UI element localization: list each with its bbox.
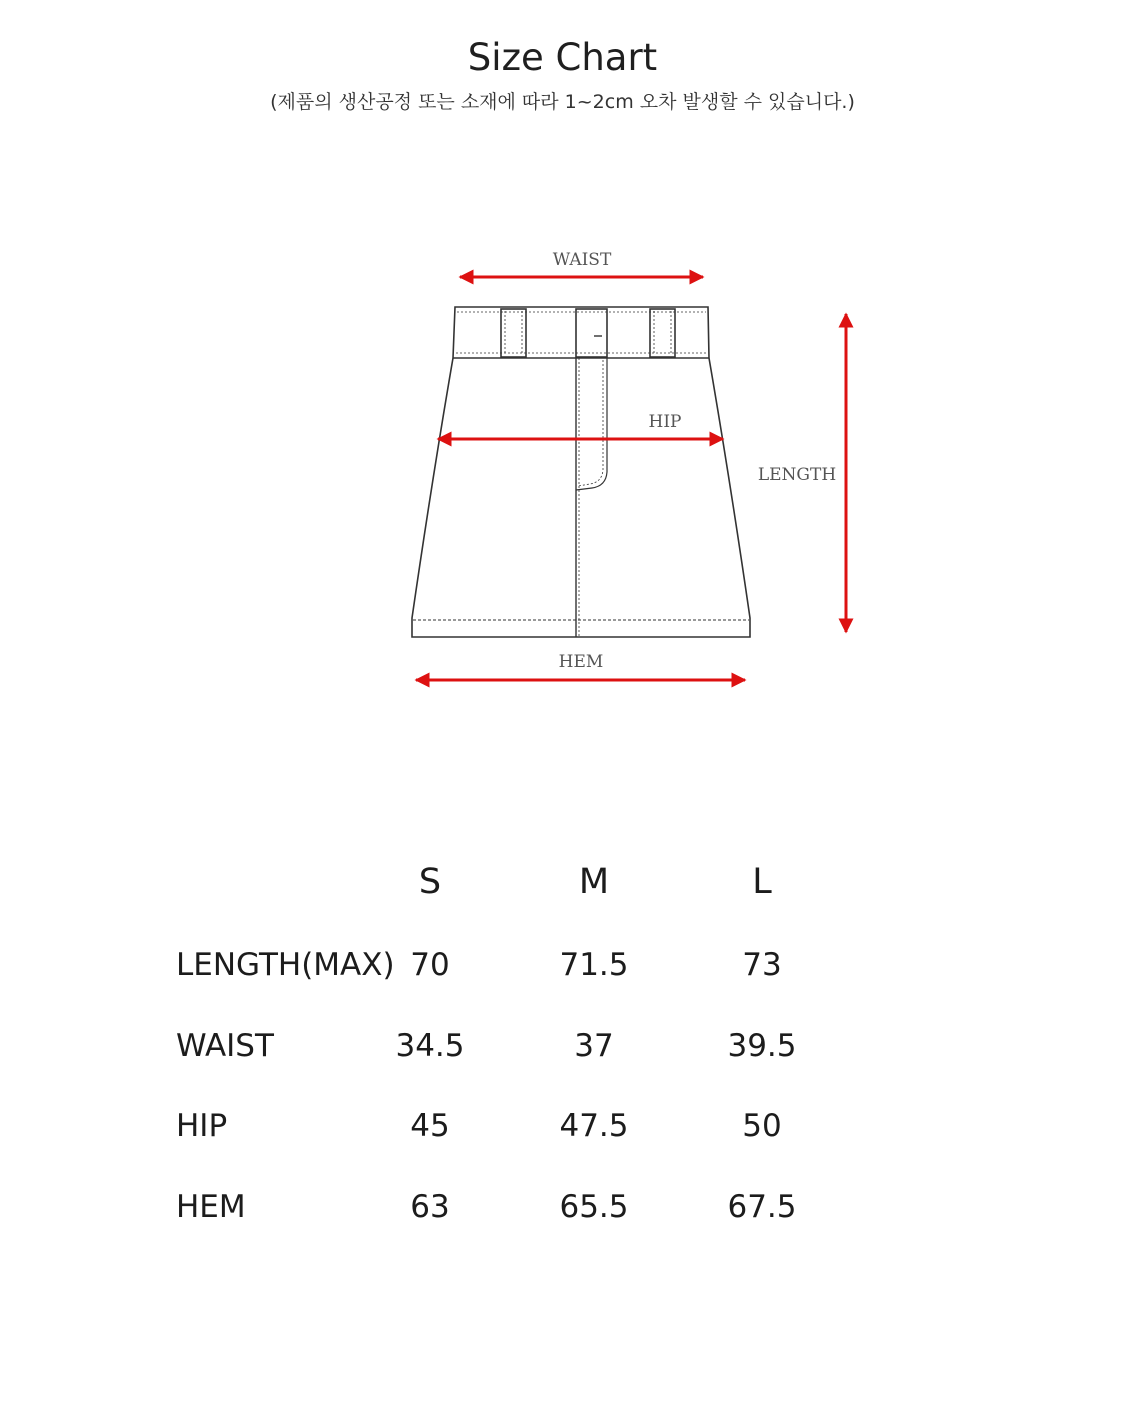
hip-label: HIP (648, 412, 682, 432)
table-cell: 39.5 (727, 1028, 797, 1064)
row-label-length: LENGTH(MAX) (176, 947, 395, 983)
table-cell: 37 (574, 1028, 614, 1064)
length-label: LENGTH (757, 465, 837, 485)
fly-stitch (576, 358, 607, 490)
table-cell: 47.5 (559, 1108, 629, 1144)
page-title: Size Chart (467, 36, 658, 79)
page-subtitle: (제품의 생산공정 또는 소재에 따라 1~2cm 오차 발생할 수 있습니다.) (270, 91, 855, 113)
size-header-s: S (418, 862, 442, 902)
row-label-waist: WAIST (176, 1028, 274, 1064)
row-label-hip: HIP (176, 1108, 228, 1144)
table-cell: 67.5 (727, 1189, 797, 1225)
skirt-outline (412, 307, 750, 637)
table-cell: 50 (742, 1108, 782, 1144)
table-cell: 34.5 (395, 1028, 465, 1064)
table-cell: 70 (410, 947, 450, 983)
table-cell: 45 (410, 1108, 450, 1144)
waist-label: WAIST (552, 250, 612, 270)
button-tab (576, 309, 607, 357)
row-label-hem: HEM (176, 1189, 246, 1225)
table-cell: 71.5 (559, 947, 629, 983)
table-cell: 63 (410, 1189, 450, 1225)
hem-label: HEM (558, 652, 604, 672)
size-header-l: L (752, 862, 772, 902)
table-cell: 65.5 (559, 1189, 629, 1225)
size-header-m: M (578, 862, 610, 902)
table-cell: 73 (742, 947, 782, 983)
